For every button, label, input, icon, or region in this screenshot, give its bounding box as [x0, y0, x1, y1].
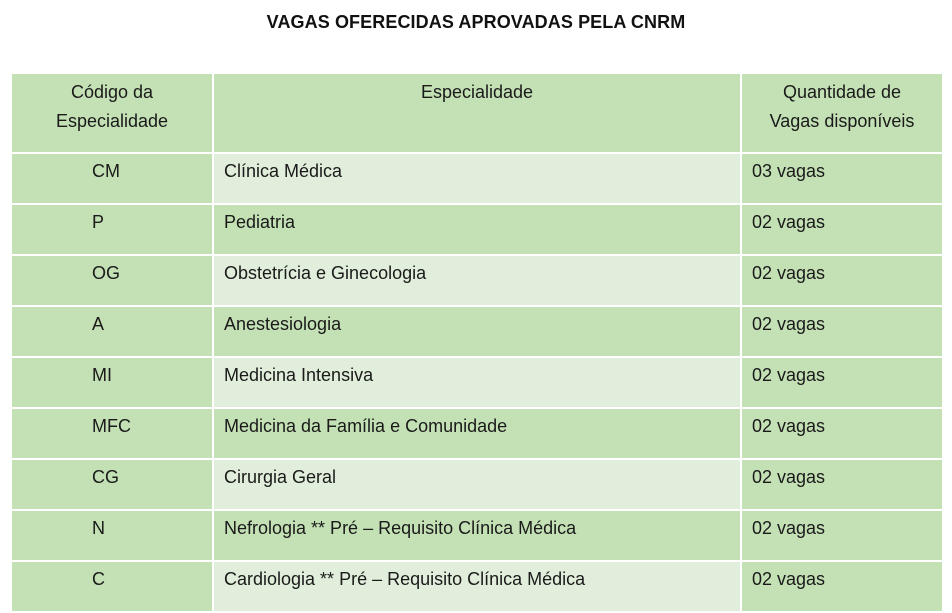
document-title: VAGAS OFERECIDAS APROVADAS PELA CNRM — [266, 12, 686, 32]
header-especialidade-label: Especialidade — [420, 82, 534, 102]
codigo-cell: MI — [11, 357, 213, 408]
table-row — [11, 561, 943, 612]
table-row — [11, 255, 943, 306]
vagas-cell: 02 vagas — [741, 408, 943, 459]
codigo-cell: N — [11, 510, 213, 561]
especialidade-cell: Clínica Médica — [213, 153, 741, 204]
vagas-table — [10, 72, 944, 613]
table-row — [11, 510, 943, 561]
especialidade-cell: Cardiologia ** Pré – Requisito Clínica Médica — [213, 561, 741, 612]
header-quantidade — [741, 73, 943, 153]
codigo-cell: C — [11, 561, 213, 612]
header-quantidade-line1: Quantidade de — [782, 82, 902, 102]
especialidade-cell: Cirurgia Geral — [213, 459, 741, 510]
vagas-cell: 02 vagas — [741, 255, 943, 306]
vagas-cell: 02 vagas — [741, 561, 943, 612]
especialidade-cell: Medicina Intensiva — [213, 357, 741, 408]
header-especialidade — [213, 73, 741, 153]
vagas-cell: 02 vagas — [741, 357, 943, 408]
especialidade-cell: Medicina da Família e Comunidade — [213, 408, 741, 459]
table-row — [11, 306, 943, 357]
header-codigo — [11, 73, 213, 153]
codigo-cell: P — [11, 204, 213, 255]
vagas-cell: 02 vagas — [741, 306, 943, 357]
especialidade-cell: Anestesiologia — [213, 306, 741, 357]
table-row — [11, 153, 943, 204]
vagas-cell: 02 vagas — [741, 510, 943, 561]
table-header-row — [11, 73, 943, 153]
table-row — [11, 204, 943, 255]
codigo-cell: OG — [11, 255, 213, 306]
codigo-cell: CM — [11, 153, 213, 204]
vagas-cell: 02 vagas — [741, 204, 943, 255]
especialidade-cell: Obstetrícia e Ginecologia — [213, 255, 741, 306]
vagas-cell: 03 vagas — [741, 153, 943, 204]
table-row — [11, 459, 943, 510]
especialidade-cell: Pediatria — [213, 204, 741, 255]
header-codigo-line1: Código da — [70, 82, 154, 102]
header-codigo-line2: Especialidade — [55, 111, 169, 131]
codigo-cell: A — [11, 306, 213, 357]
especialidade-cell: Nefrologia ** Pré – Requisito Clínica Médica — [213, 510, 741, 561]
codigo-cell: MFC — [11, 408, 213, 459]
table-row — [11, 357, 943, 408]
table-row — [11, 408, 943, 459]
vagas-cell: 02 vagas — [741, 459, 943, 510]
codigo-cell: CG — [11, 459, 213, 510]
header-quantidade-line2: Vagas disponíveis — [769, 111, 915, 131]
